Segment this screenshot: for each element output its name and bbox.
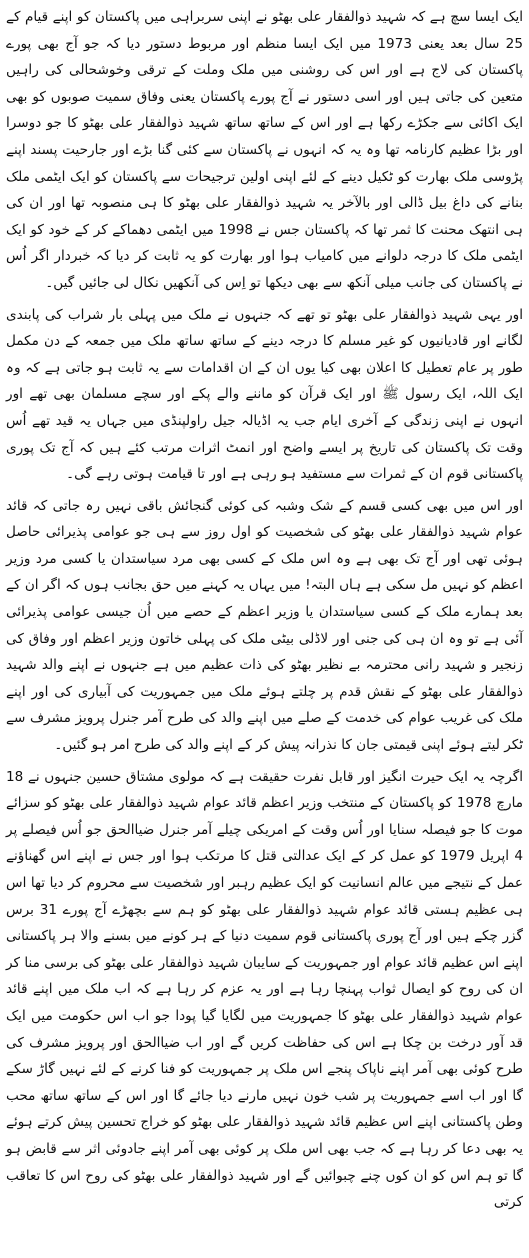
- paragraph-public-popularity: اور اس میں بھی کسی قسم کے شک وشبہ کی کوئی گنجائش باقی نہیں رہ جاتی کہ قائد عوام شہید ذوالفقار علی بھٹو کی شخصیت کو اول روز سے ہی جو عوامی پذیرائی حاصل ہوئی تھی اور آج تک بھی ہے وہ اس ملک کے کسی بھی مرد سیاستدان یا کسی مرد وزیر اعظم کو نہیں مل سکی ہے ہاں البتہ! میں یہاں یہ کہنے میں حق بجانب ہوں کہ اگر ان کے بعد ہمارے ملک کے کسی سیاستدان یا وزیر اعظم کے حصے میں اُن جیسی عوامی پذیرائی آئی ہے تو وہ ان ہی کی جنی اور لاڈلی بیٹی ملک کی پہلی خاتون وزیر اعظم اور وفاق کی زنجیر و شہید رانی محترمہ بے نظیر بھٹو کی ذات عظیم میں ہے جنہوں نے اپنے والد شہید ذوالفقار علی بھٹو کے نقش قدم پر چلتے ہوئے ملک میں جمہوریت کی آبیاری کی اور اپنے ملک کی غریب عوام کی خدمت کے صلے میں اپنے والد کی طرح آمر جنرل پرویز مشرف سے ٹکر لیتے ہوئے اپنی قیمتی جان کا نذرانہ پیش کر کے اپنے والد کی طرح امر ہو گئیں۔: [6, 497, 523, 754]
- paragraph-islamic-reforms: اور یہی شہید ذوالفقار علی بھٹو تو تھے کہ جنہوں نے ملک میں پہلی بار شراب کی پابندی لگانے اور قادیانیوں کو غیر مسلم کا درجہ دینے کے ساتھ ساتھ ملک میں جمعہ کے دن مکمل طور پر عام تعطیل کا اعلان بھی کیا یوں ان کے ان اقدامات سے یہ ثابت ہو جاتی ہے کہ وہ ایک اللہ، ایک رسول ﷺ اور ایک قرآن کو ماننے والے پکے اور سچے مسلمان بھی تھے اور انہوں نے اپنی زندگی کے آخری ایام جب یہ اڈیالہ جیل راولپنڈی میں جہاں یہ قید تھے اُس وقت تک پاکستان کی تاریخ پر ایسے واضح اور انمٹ اثرات مرتب کئے ہیں کہ آج تک پوری پاکستانی قوم ان کے ثمرات سے مستفید ہو رہی ہے اور تا قیامت ہوتی رہے گی۔: [6, 306, 523, 483]
- paragraph-execution-and-tribute: اگرچہ یہ ایک حیرت انگیز اور قابل نفرت حقیقت ہے کہ مولوی مشتاق حسین جنہوں نے 18 مارچ 1978 کو پاکستان کے منتخب وزیر اعظم قائد عوام شہید ذوالفقار علی بھٹو کو سزائے موت کا جو فیصلہ سنایا اور اُس وقت کے امریکی چیلے آمر جنرل ضیاالحق جو اُس فیصلے پر 4 اپریل 1979 کو عمل کر کے ایک عدالتی قتل کا مرتکب ہوا اور جس نے اپنے اس گھناؤنے عمل کے نتیجے میں عالم انسانیت کو ایک عظیم رہبر اور شخصیت سے محروم کر دیا تھا اس ہی عظیم ہستی قائد عوام شہید ذوالفقار علی بھٹو کو ہم سے بچھڑے آج پورے 31 برس گزر چکے ہیں اور آج پوری پاکستانی قوم سمیت دنیا کے ہر کونے میں بسنے والا ہر پاکستانی اپنے اس عظیم قائد عوام اور جمہوریت کے سایبان شہید ذوالفقار علی بھٹو کی برسی منا کر ان کی روح کو ایصال ثواب پہنچا رہا ہے اور یہ عزم کر رہا ہے کہ اب ملک میں اپنے قائد عوام شہید ذوالفقار علی بھٹو کا جمہوریت میں لگایا گیا پودا جو اب اس حکومت میں ایک قد آور درخت بن چکا ہے اس کی حفاظت کریں گے اور اب ضیاالحق اور پرویز مشرف کی طرح کوئی بھی آمر اپنے ناپاک پنجے اس ملک پر جمہوریت کو فنا کرنے کے لئے نہیں گاڑ سکے گا اور اب اسے جمہوریت پر شب خون نہیں مارنے دیا جائے گا اور اس کے ساتھ ساتھ محب وطن پاکستانی اپنے اس عظیم قائد شہید ذوالفقار علی بھٹو کو خراج تحسین پیش کرتے ہوئے یہ بھی دعا کر رہا ہے کہ جب بھی اس ملک پر کوئی بھی آمر اپنے جادوئی اثر سے قابض ہو گا تو ہم اس کو ان کوں چنے چبوائیں گے اور شہید ذوالفقار علی بھٹو کی روح اس کا تعاقب کرتی: [6, 768, 523, 1211]
- paragraph-constitution-and-nuclear: ایک ایسا سچ ہے کہ شہید ذوالفقار علی بھٹو نے اپنی سربراہی میں پاکستان کو اپنے قیام کے 25 سال بعد یعنی 1973 میں ایک ایسا منظم اور مربوط دستور دیا کہ جو آج بھی پورے پاکستان کی لاج ہے اور اس کی روشنی میں ملک وملت کے ترقی وخوشحالی کی راہیں متعین کی جاتی ہیں اور اسی دستور نے آج پورے پاکستان یعنی وفاق سمیت صوبوں کو بھی ایک اکائی سے جکڑے رکھا ہے اور اس کے ساتھ ساتھ شہید ذوالفقار علی بھٹو کا جو دوسرا اور بڑا عظیم کارنامہ تھا وہ یہ کہ انہوں نے پاکستان سے کئی گنا بڑے اور جارحیت پسند اپنے پڑوسی ملک بھارت کو ٹکیل دینے کے لئے اپنی اولین ترجیحات سے پاکستان کو ایک ایٹمی ملک بنانے کی داغ بیل ڈالی اور بالآخر یہ شہید ذوالفقار علی بھٹو کا ہی منصوبہ تھا اور ان کی ہی انتھک محنت کا ثمر تھا کہ پاکستان جس نے 1998 میں ایٹمی دھماکے کر کے خود کو ایک ایٹمی ملک کا درجہ دلوانے میں کامیاب ہوا اور بھارت کو یہ ثابت کر دیا کہ خبردار اگر اُس نے پاکستان کی جانب میلی آنکھ سے بھی دیکھا تو اِس کی آنکھیں نکال لی جائیں گیں۔: [6, 9, 523, 291]
